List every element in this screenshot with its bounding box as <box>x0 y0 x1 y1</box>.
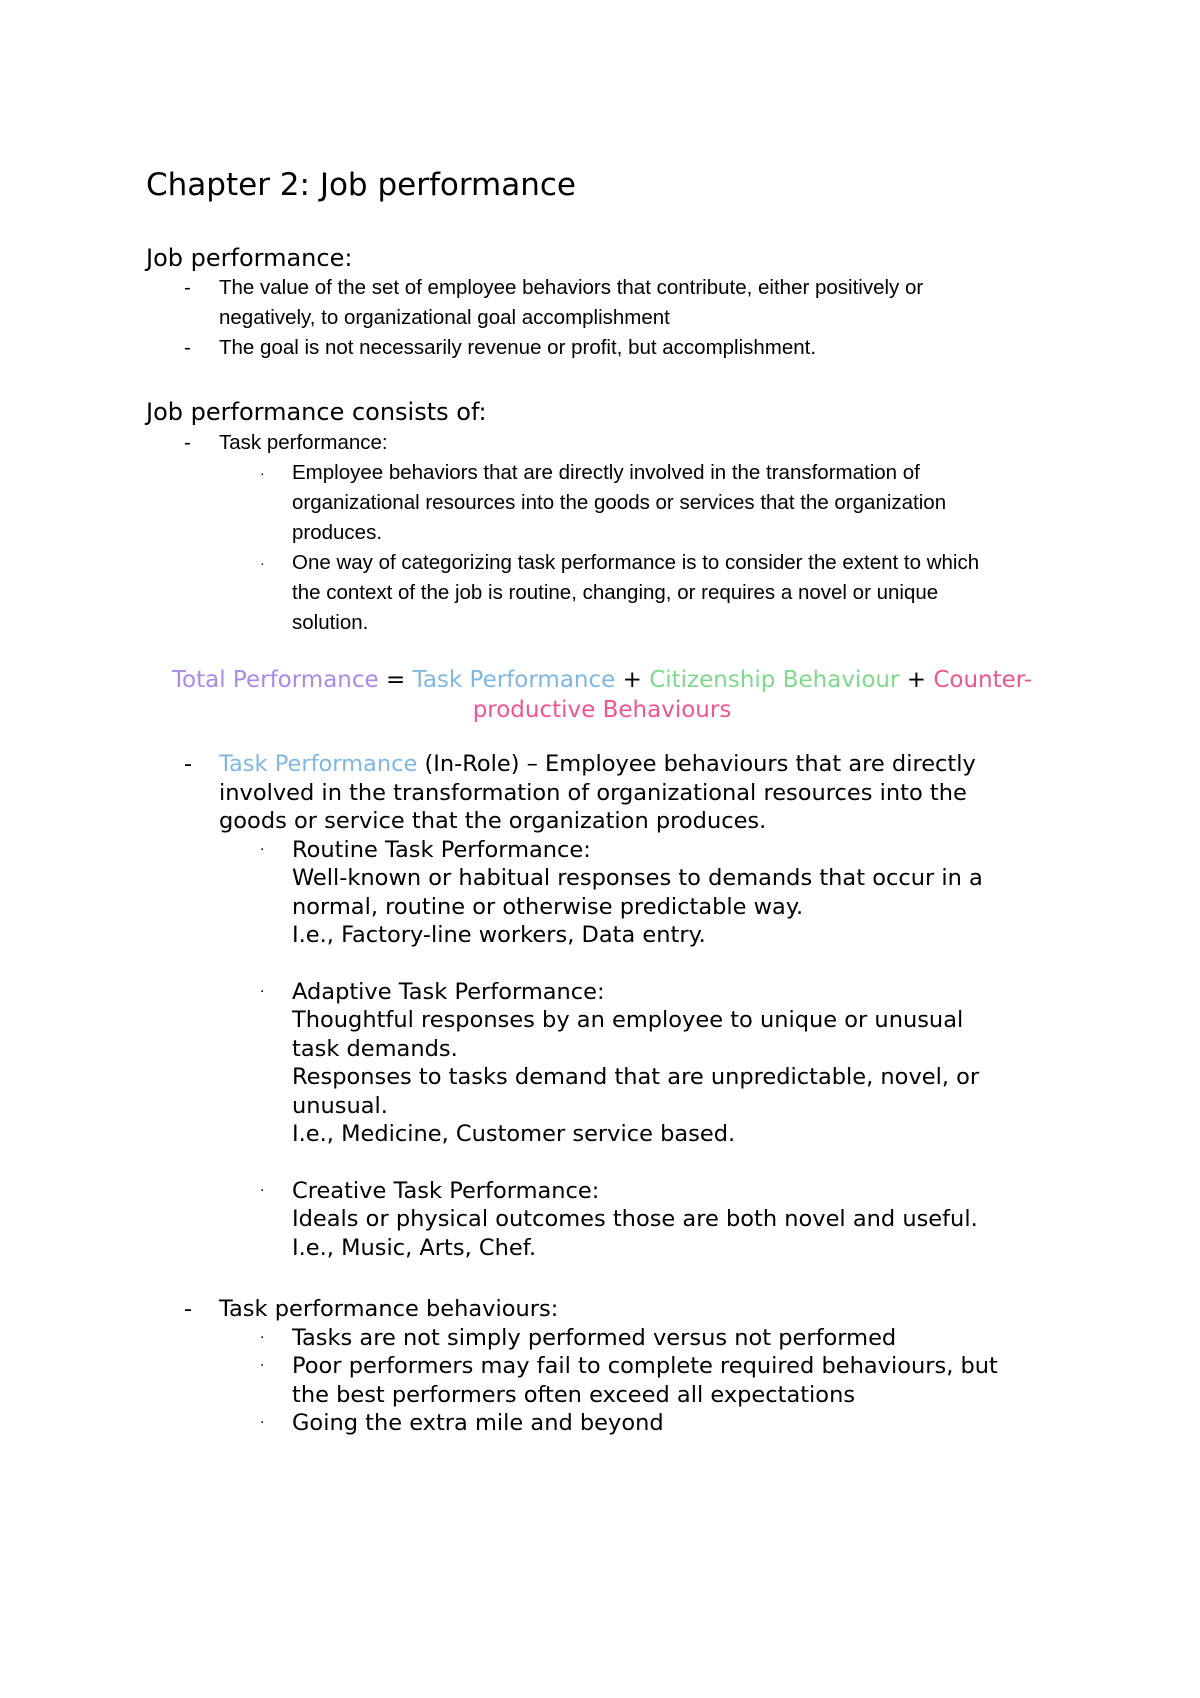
list-item: - Task Performance (In-Role) – Employee behaviours that are directly involved in the transformation of organizational resources into the goods or service that the organization produces. · Routine Task Performance: Well-known or habitual responses to demands that occur in a normal, routine or otherwise predictable way. I.e., Factory-line workers, Data entry. · Adaptive Task Performance: Thoughtful responses by an employee to unique or unusual task demands. Responses to tasks demand that are unpredictable, novel, or unusual. I.e., Medicine, Customer service based. · Creative Task Performance: Ideals or physical outcomes those are both novel and useful. I.e., Music, Arts, Chef. <box>184 751 983 1261</box>
list-item: · Adaptive Task Performance: Thoughtful responses by an employee to unique or unusual task demands. Responses to tasks demand that are unpredictable, novel, or unusual. I.e., Medicine, Customer service based. <box>260 978 980 1147</box>
task-behaviours-sublist <box>260 1324 998 1438</box>
formula-task: Task Performance <box>412 667 616 693</box>
section-heading-job-performance: Job performance: <box>146 244 353 272</box>
list-item: · Going the extra mile and beyond <box>260 1410 664 1436</box>
dash-bullet-icon: - <box>184 751 193 777</box>
list-item: - The value of the set of employee behaviors that contribute, either positively or negatively, to organizational goal accomplishment <box>219 273 923 333</box>
task-behaviours-list <box>184 1295 998 1438</box>
task-performance-detail-list <box>184 750 983 1262</box>
list-item: - The goal is not necessarily revenue or profit, but accomplishment. <box>219 333 923 363</box>
formula-citizenship: Citizenship Behaviour <box>649 667 900 693</box>
list-item: - Task performance: · Employee behaviors that are directly involved in the transformation of organizational resources into the goods or services that the organization produces. · One way of categorizing task performance is to consider the extent to which the context of the job is routine, changing, or requires a novel or unique solution. <box>219 428 979 638</box>
dot-bullet-icon: · <box>260 1182 265 1199</box>
job-performance-list <box>184 273 924 363</box>
spacer <box>292 950 983 978</box>
document-title: Chapter 2: Job performance <box>146 167 576 203</box>
dot-bullet-icon: · <box>260 1358 265 1374</box>
spacer <box>292 1149 983 1177</box>
formula-counterproductive-cont: productive Behaviours <box>472 697 732 723</box>
total-performance-formula <box>146 665 1058 725</box>
list-item: · Poor performers may fail to complete required behaviours, but the best performers often exceed all expectations <box>260 1353 998 1408</box>
formula-equals: = <box>378 667 413 693</box>
dot-bullet-icon: · <box>260 1329 265 1346</box>
task-performance-sublist <box>260 458 980 638</box>
dot-bullet-icon: · <box>260 841 265 858</box>
formula-plus: + <box>615 667 650 693</box>
dot-bullet-icon: · <box>260 1415 265 1431</box>
dot-bullet-icon: · <box>260 555 265 571</box>
task-performance-label: Task Performance <box>219 751 418 777</box>
consists-of-list <box>184 428 980 638</box>
list-item: · Tasks are not simply performed versus not performed <box>260 1324 897 1351</box>
dash-bullet-icon: - <box>184 431 191 454</box>
dot-bullet-icon: · <box>260 983 265 1000</box>
list-item: · Routine Task Performance: Well-known or habitual responses to demands that occur in a normal, routine or otherwise predictable way. I.e., Factory-line workers, Data entry. <box>260 836 983 948</box>
list-item: - Task performance behaviours: · Tasks are not simply performed versus not performed · Poor performers may fail to complete required behaviours, but the best performers often exceed all expectations · Going the extra mile and beyond <box>184 1296 998 1436</box>
formula-counterproductive: Counter- <box>933 667 1033 693</box>
list-item: · Employee behaviors that are directly involved in the transformation of organizational resources into the goods or services that the organization produces. <box>292 458 979 548</box>
list-item: · Creative Task Performance: Ideals or physical outcomes those are both novel and useful. I.e., Music, Arts, Chef. <box>260 1177 978 1261</box>
task-types-sublist <box>260 836 983 1263</box>
dash-bullet-icon: - <box>184 276 191 299</box>
formula-total: Total Performance <box>171 667 379 693</box>
formula-plus: + <box>899 667 934 693</box>
dot-bullet-icon: · <box>260 465 265 481</box>
dash-bullet-icon: - <box>184 1296 193 1322</box>
section-heading-consists-of: Job performance consists of: <box>146 398 487 426</box>
dash-bullet-icon: - <box>184 336 191 359</box>
list-item: · One way of categorizing task performance is to consider the extent to which the context of the job is routine, changing, or requires a novel or unique solution. <box>292 548 979 638</box>
